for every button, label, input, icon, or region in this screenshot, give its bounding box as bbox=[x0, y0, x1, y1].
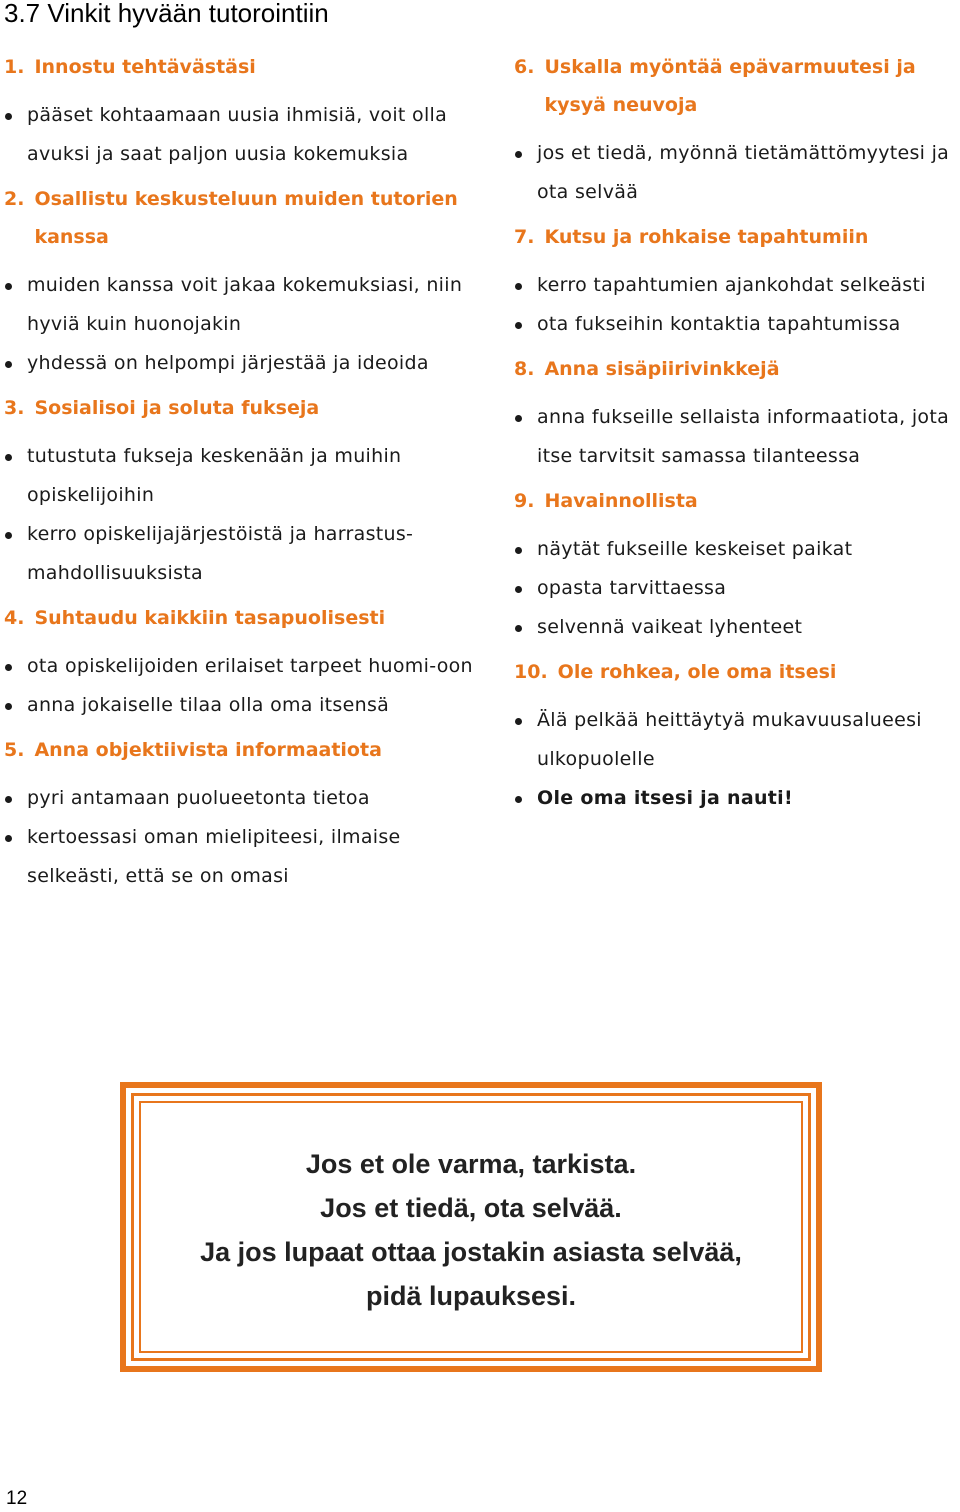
list-item: Älä pelkää heittäytyä mukavuusalueesi ulkopuolelle bbox=[514, 701, 960, 779]
bullet-icon bbox=[515, 547, 522, 554]
tip-heading-text: Kutsu ja rohkaise tapahtumiin bbox=[544, 226, 869, 248]
tip-heading bbox=[514, 218, 960, 256]
tip-heading-text: Havainnollista bbox=[544, 490, 698, 512]
bullet-icon bbox=[5, 835, 12, 842]
quote-line: Ja jos lupaat ottaa jostakin asiasta selvää, bbox=[200, 1237, 742, 1267]
tip-heading bbox=[4, 389, 474, 427]
bullet-icon bbox=[515, 283, 522, 290]
tip-number: 2. bbox=[4, 188, 25, 210]
tip-heading bbox=[4, 180, 474, 256]
bullet-icon bbox=[5, 664, 12, 671]
bullet-icon bbox=[5, 361, 12, 368]
tip-heading bbox=[514, 48, 960, 124]
bullet-icon bbox=[515, 151, 522, 158]
bullet-icon bbox=[515, 415, 522, 422]
tip-number: 4. bbox=[4, 607, 25, 629]
list-item: kerro tapahtumien ajankohdat selkeästi bbox=[514, 266, 960, 305]
list-item: selvennä vaikeat lyhenteet bbox=[514, 608, 960, 647]
list-item: Ole oma itsesi ja nauti! bbox=[514, 779, 960, 818]
quote-line: pidä lupauksesi. bbox=[365, 1281, 577, 1311]
quote-line: Jos et tiedä, ota selvää. bbox=[320, 1193, 622, 1223]
quote-line: Jos et ole varma, tarkista. bbox=[305, 1149, 637, 1179]
tip-section-1 bbox=[4, 48, 474, 174]
tip-number: 1. bbox=[4, 56, 25, 78]
bullet-icon bbox=[5, 703, 12, 710]
tip-section-8 bbox=[514, 350, 960, 476]
bullet-icon bbox=[5, 283, 12, 290]
tip-section-9 bbox=[514, 482, 960, 647]
bullet-icon bbox=[515, 718, 522, 725]
list-item: anna fukseille sellaista informaatiota, jota itse tarvitsit samassa tilanteessa bbox=[514, 398, 960, 476]
tip-number: 9. bbox=[514, 490, 535, 512]
tip-heading bbox=[4, 599, 474, 637]
tip-heading-text: Anna sisäpiirivinkkejä bbox=[544, 358, 780, 380]
tip-number: 3. bbox=[4, 397, 25, 419]
list-item: anna jokaiselle tilaa olla oma itsensä bbox=[4, 686, 474, 725]
tip-heading-text: Innostu tehtävästäsi bbox=[34, 56, 256, 78]
tip-heading-text: Ole rohkea, ole oma itsesi bbox=[557, 661, 837, 683]
tip-number: 6. bbox=[514, 56, 535, 78]
tip-heading bbox=[514, 350, 960, 388]
list-item: kerro opiskelijajärjestöistä ja harrastus-mahdollisuuksista bbox=[4, 515, 474, 593]
list-item: muiden kanssa voit jakaa kokemuksiasi, niin hyviä kuin huonojakin bbox=[4, 266, 474, 344]
list-item: pyri antamaan puolueetonta tietoa bbox=[4, 779, 474, 818]
right-column bbox=[514, 42, 960, 818]
section-title: 3.7 Vinkit hyvään tutorointiin bbox=[4, 0, 329, 28]
tip-number: 7. bbox=[514, 226, 535, 248]
tip-heading bbox=[4, 48, 474, 86]
tip-section-5 bbox=[4, 731, 474, 896]
bullet-icon bbox=[5, 532, 12, 539]
list-item: näytät fukseille keskeiset paikat bbox=[514, 530, 960, 569]
tip-heading bbox=[514, 482, 960, 520]
tip-number: 5. bbox=[4, 739, 25, 761]
tip-heading-text: Suhtaudu kaikkiin tasapuolisesti bbox=[34, 607, 386, 629]
tip-heading-text: Sosialisoi ja soluta fukseja bbox=[34, 397, 320, 419]
list-item: jos et tiedä, myönnä tietämättömyytesi ja ota selvää bbox=[514, 134, 960, 212]
quote-text bbox=[126, 1142, 816, 1318]
bullet-icon bbox=[5, 796, 12, 803]
list-item: kertoessasi oman mielipiteesi, ilmaise selkeästi, että se on omasi bbox=[4, 818, 474, 896]
tip-number: 10. bbox=[514, 661, 548, 683]
list-item: ota opiskelijoiden erilaiset tarpeet huomi-oon bbox=[4, 647, 474, 686]
tip-section-4 bbox=[4, 599, 474, 725]
tip-heading-text: Uskalla myöntää epävarmuutesi ja kysyä neuvoja bbox=[544, 56, 916, 116]
bullet-icon bbox=[515, 322, 522, 329]
page-number: 12 bbox=[6, 1488, 28, 1509]
tip-section-6 bbox=[514, 48, 960, 212]
tip-section-2 bbox=[4, 180, 474, 383]
tip-section-7 bbox=[514, 218, 960, 344]
left-column bbox=[4, 42, 474, 896]
bullet-icon bbox=[515, 586, 522, 593]
tip-heading bbox=[514, 653, 960, 691]
tip-section-3 bbox=[4, 389, 474, 593]
tip-section-10 bbox=[514, 653, 960, 818]
quote-frame bbox=[120, 1082, 822, 1372]
tip-number: 8. bbox=[514, 358, 535, 380]
bullet-icon bbox=[515, 625, 522, 632]
list-item: tutustuta fukseja keskenään ja muihin opiskelijoihin bbox=[4, 437, 474, 515]
list-item: opasta tarvittaessa bbox=[514, 569, 960, 608]
tip-heading-text: Anna objektiivista informaatiota bbox=[34, 739, 382, 761]
tip-heading bbox=[4, 731, 474, 769]
bullet-icon bbox=[5, 454, 12, 461]
bullet-icon bbox=[5, 113, 12, 120]
list-item: yhdessä on helpompi järjestää ja ideoida bbox=[4, 344, 474, 383]
bullet-icon bbox=[515, 796, 522, 803]
tip-heading-text: Osallistu keskusteluun muiden tutorien kanssa bbox=[34, 188, 458, 248]
list-item: pääset kohtaamaan uusia ihmisiä, voit olla avuksi ja saat paljon uusia kokemuksia bbox=[4, 96, 474, 174]
list-item: ota fukseihin kontaktia tapahtumissa bbox=[514, 305, 960, 344]
